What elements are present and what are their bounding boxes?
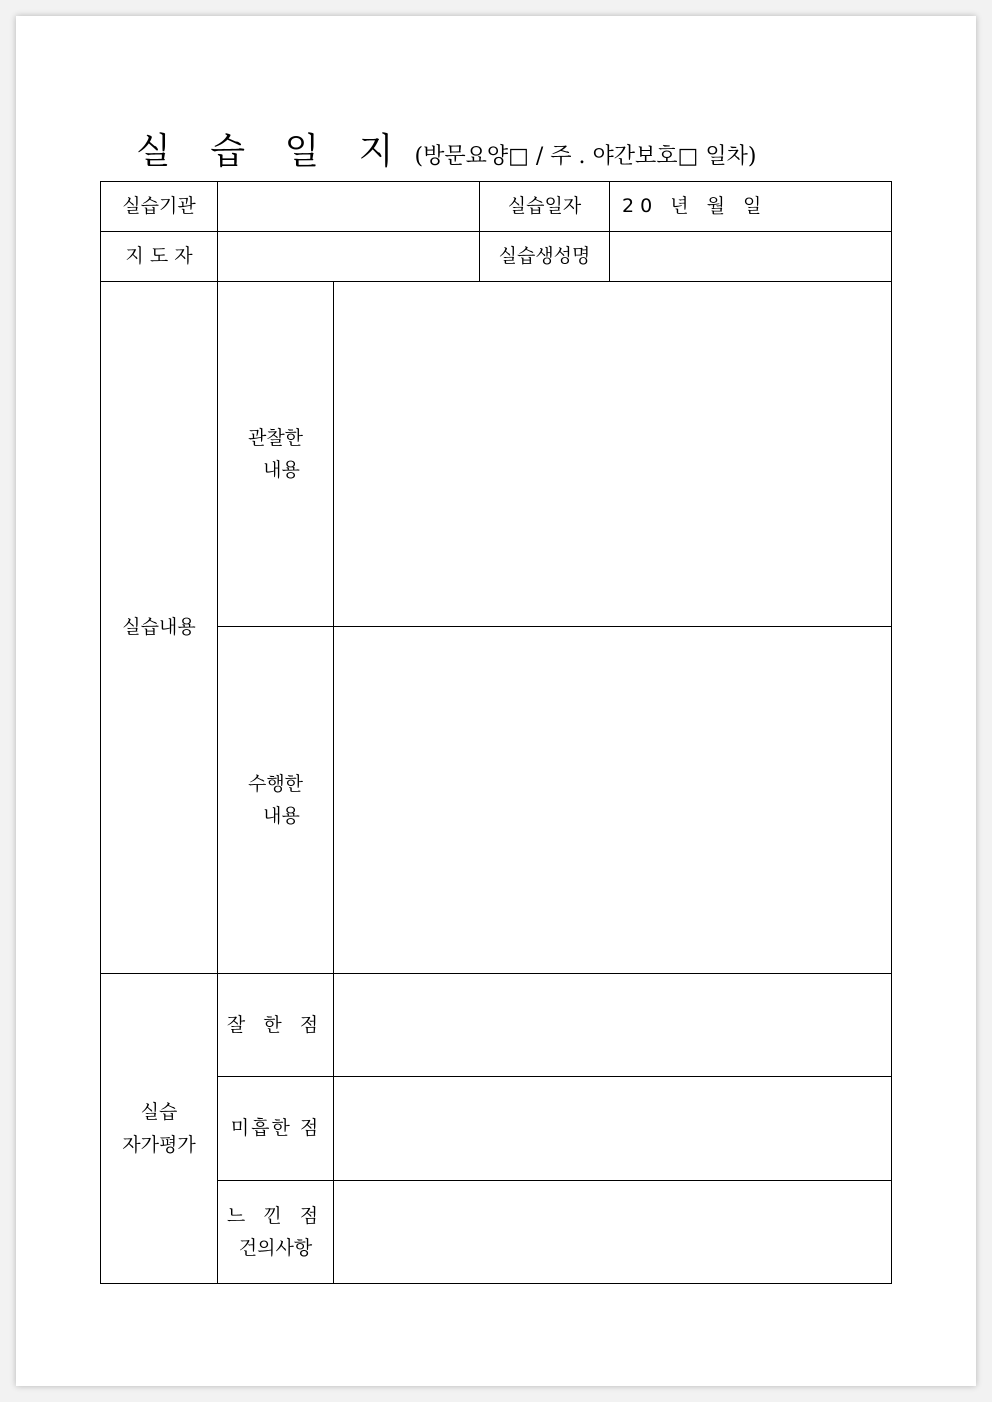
performed-label-line2: 내용 [263, 805, 300, 827]
performed-label [218, 627, 334, 974]
supervisor-label: 지 도 자 [101, 232, 218, 282]
observed-label [218, 282, 334, 627]
feelings-label [218, 1181, 334, 1284]
good-points-field[interactable] [334, 974, 892, 1077]
feelings-label-line1: 느 낀 점 [226, 1204, 325, 1227]
feelings-label-line2: 건의사항 [238, 1237, 313, 1259]
title-main: 실 습 일 지 [136, 131, 408, 172]
practice-log-table [100, 181, 892, 1284]
observed-label-line2: 내용 [263, 459, 300, 481]
eval-section-label-line2: 자가평가 [122, 1133, 196, 1156]
document-title [136, 131, 757, 172]
date-label: 실습일자 [480, 182, 610, 232]
student-name-field[interactable] [610, 232, 892, 282]
performed-label-line1: 수행한 [247, 772, 304, 795]
title-subtitle: (방문요양□ / 주 . 야간보호□ 일차) [414, 144, 757, 169]
feelings-field[interactable] [334, 1181, 892, 1284]
institution-field[interactable] [218, 182, 480, 232]
content-section-label: 실습내용 [101, 282, 218, 974]
weak-points-field[interactable] [334, 1077, 892, 1181]
supervisor-field[interactable] [218, 232, 480, 282]
student-name-label: 실습생성명 [480, 232, 610, 282]
eval-section-label [101, 974, 218, 1284]
observed-label-line1: 관찰한 [247, 426, 304, 449]
date-field[interactable]: 20 년 월 일 [610, 182, 892, 232]
observed-field[interactable] [334, 282, 892, 627]
performed-field[interactable] [334, 627, 892, 974]
eval-section-label-line1: 실습 [140, 1101, 178, 1124]
weak-points-label: 미흡한 점 [218, 1077, 334, 1181]
institution-label: 실습기관 [101, 182, 218, 232]
good-points-label: 잘 한 점 [218, 974, 334, 1077]
